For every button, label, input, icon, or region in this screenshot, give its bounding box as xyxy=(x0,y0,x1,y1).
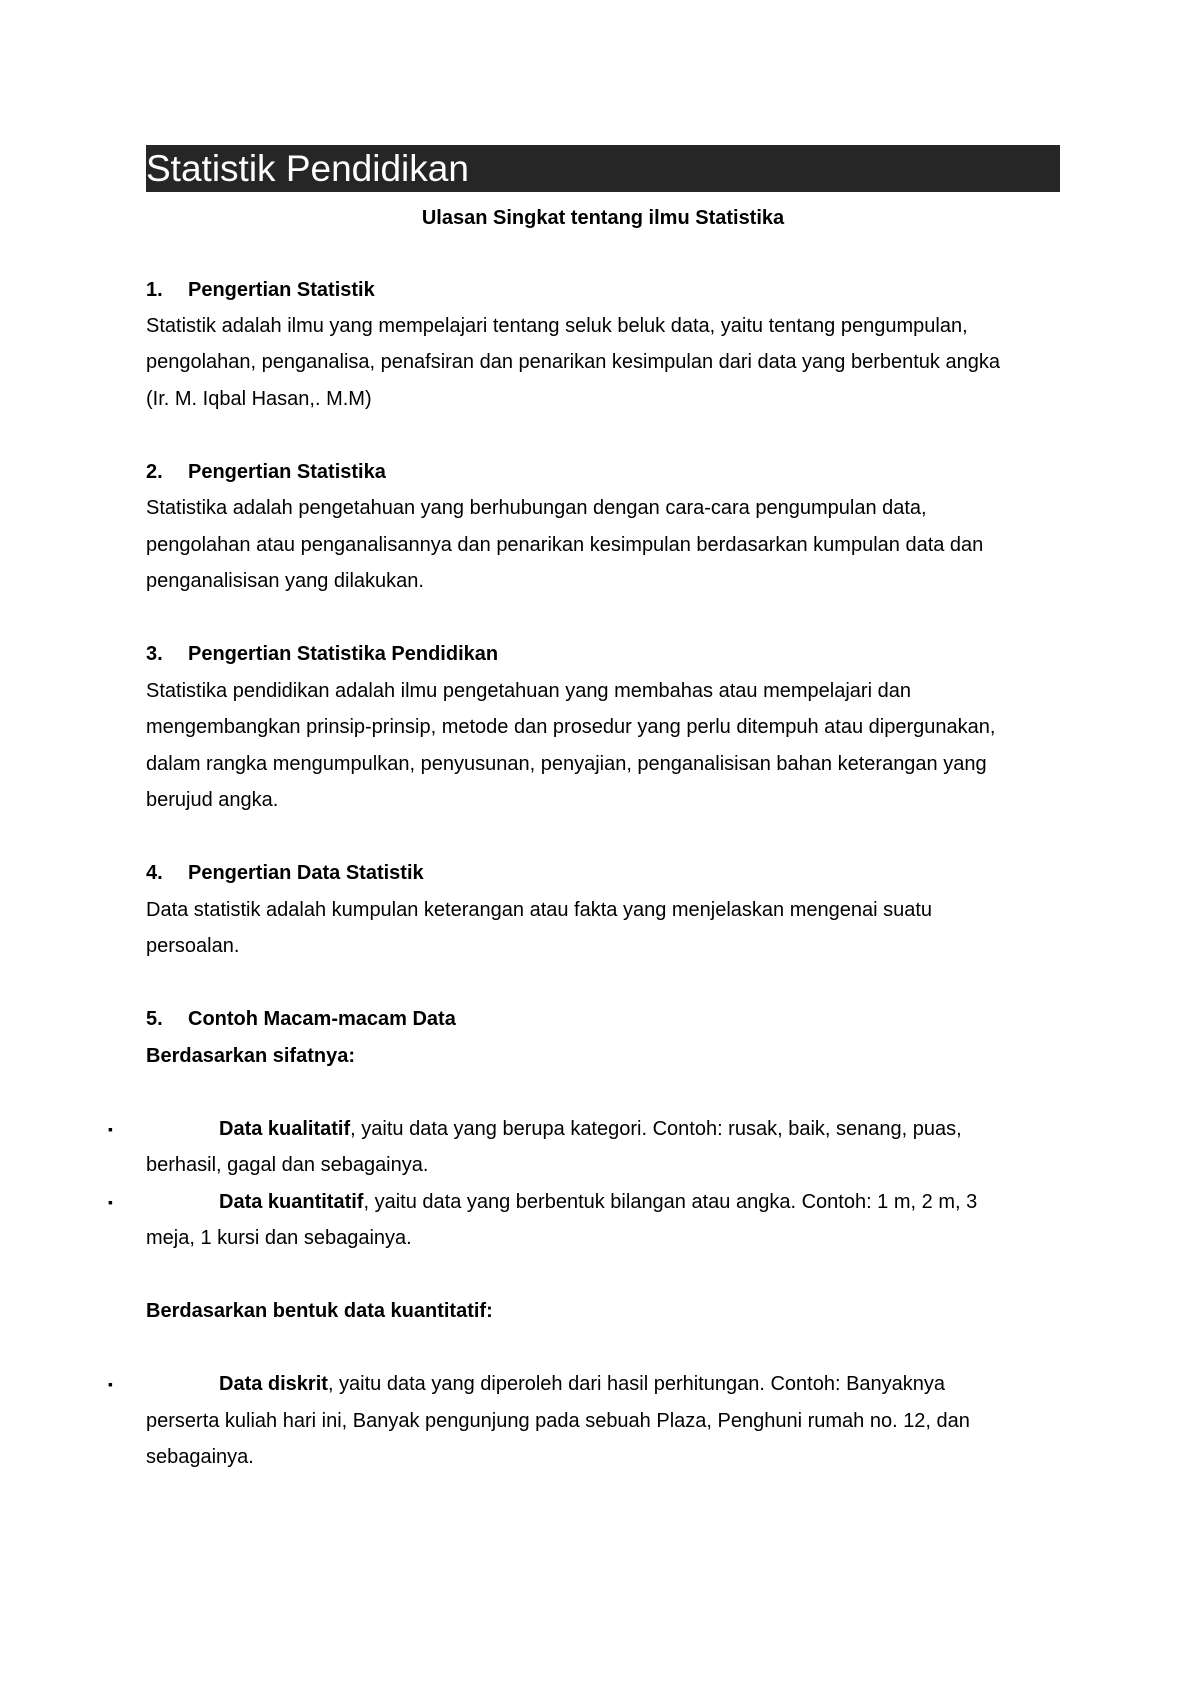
bullet-line: Data diskrit, yaitu data yang diperoleh dari hasil perhitungan. Contoh: Banyaknya xyxy=(219,1373,946,1395)
section-1-heading: 1. Pengertian Statistik xyxy=(146,279,375,301)
bullet-line: berhasil, gagal dan sebagainya. xyxy=(146,1154,429,1176)
section-1-line: (Ir. M. Iqbal Hasan,. M.M) xyxy=(146,388,372,410)
bullet-line: meja, 1 kursi dan sebagainya. xyxy=(146,1227,412,1249)
section-4-line: persoalan. xyxy=(146,935,240,957)
section-5-subheading: Berdasarkan sifatnya: xyxy=(146,1045,355,1067)
section-3-line: Statistika pendidikan adalah ilmu pengetahuan yang membahas atau mempelajari dan xyxy=(146,680,911,702)
document-subtitle: Ulasan Singkat tentang ilmu Statistika xyxy=(421,207,785,229)
bullet-term: Data kualitatif xyxy=(219,1118,351,1140)
document-title: Statistik Pendidikan xyxy=(146,145,1060,192)
bullet-line: Data kuantitatif, yaitu data yang berbentuk bilangan atau angka. Contoh: 1 m, 2 m, 3 xyxy=(219,1191,978,1213)
section-5-subheading-2: Berdasarkan bentuk data kuantitatif: xyxy=(146,1300,493,1322)
section-1-line: Statistik adalah ilmu yang mempelajari tentang seluk beluk data, yaitu tentang pengumpulan, xyxy=(146,315,968,337)
section-2-line: penganalisisan yang dilakukan. xyxy=(146,570,424,592)
bullet-marker: ▪ xyxy=(108,1194,113,1210)
bullet-term: Data diskrit xyxy=(219,1373,328,1395)
section-3-heading: 3. Pengertian Statistika Pendidikan xyxy=(146,643,499,665)
bullet-marker: ▪ xyxy=(108,1121,113,1137)
section-5-heading: 5. Contoh Macam-macam Data xyxy=(146,1008,456,1030)
section-3-line: mengembangkan prinsip-prinsip, metode dan prosedur yang perlu ditempuh atau dipergunakan, xyxy=(146,716,996,738)
section-2-heading: 2. Pengertian Statistika xyxy=(146,461,386,483)
bullet-line: perserta kuliah hari ini, Banyak pengunjung pada sebuah Plaza, Penghuni rumah no. 12, dan xyxy=(146,1410,970,1432)
section-4-line: Data statistik adalah kumpulan keterangan atau fakta yang menjelaskan mengenai suatu xyxy=(146,899,933,921)
bullet-line: Data kualitatif, yaitu data yang berupa kategori. Contoh: rusak, baik, senang, puas, xyxy=(219,1118,962,1140)
section-2-line: pengolahan atau penganalisannya dan penarikan kesimpulan berdasarkan kumpulan data dan xyxy=(146,534,984,556)
bullet-term: Data kuantitatif xyxy=(219,1191,364,1213)
section-3-line: dalam rangka mengumpulkan, penyusunan, penyajian, penganalisisan bahan keterangan yang xyxy=(146,753,987,775)
section-3-line: berujud angka. xyxy=(146,789,279,811)
section-1-line: pengolahan, penganalisa, penafsiran dan penarikan kesimpulan dari data yang berbentuk angka xyxy=(146,351,1000,373)
bullet-marker: ▪ xyxy=(108,1376,113,1392)
bullet-line: sebagainya. xyxy=(146,1446,254,1468)
section-4-heading: 4. Pengertian Data Statistik xyxy=(146,862,424,884)
section-2-line: Statistika adalah pengetahuan yang berhubungan dengan cara-cara pengumpulan data, xyxy=(146,497,927,519)
